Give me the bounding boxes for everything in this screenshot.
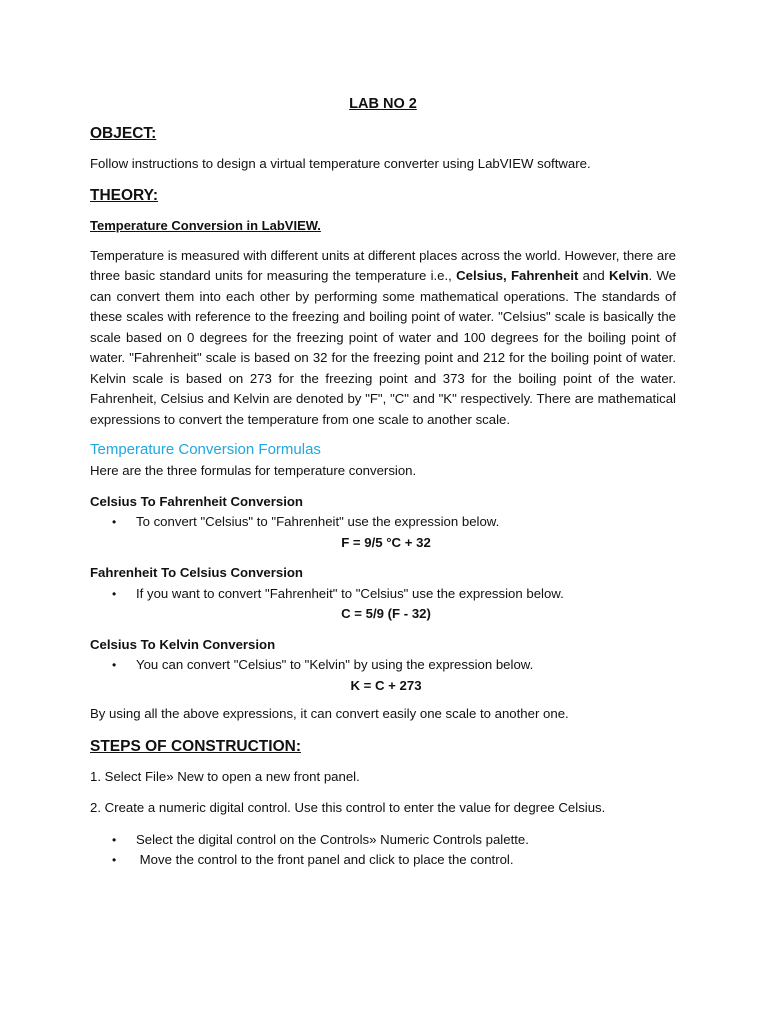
formula-bullet-list [90, 512, 676, 533]
list-item [90, 512, 676, 533]
steps-heading: STEPS OF CONSTRUCTION: [90, 737, 301, 755]
list-item [90, 584, 676, 605]
lab-title: LAB NO 2 [349, 96, 417, 112]
bullet-icon: • [112, 832, 117, 847]
formula-bullet-list [90, 584, 676, 605]
object-heading: OBJECT: [90, 124, 157, 142]
theory-text-part1: Temperature is measured with different units at different places across the world. However, there are three basic standard units for measuring the temperature i.e., [90, 247, 676, 283]
bullet-text: Move the control to the front panel and click to place the control. [136, 852, 514, 867]
formula-title: Celsius To Kelvin Conversion [90, 636, 276, 652]
formula-block-c-to-k [90, 635, 676, 697]
object-text: Follow instructions to design a virtual temperature converter using LabVIEW software. [90, 155, 591, 171]
steps-bullet-list [90, 830, 676, 871]
theory-heading: THEORY: [90, 187, 159, 204]
formulas-closing: By using all the above expressions, it can convert easily one scale to another one. [90, 706, 569, 721]
step-1: 1. Select File» New to open a new front panel. [90, 768, 360, 784]
formula-bullet-list [90, 655, 676, 676]
bullet-icon: • [112, 853, 117, 867]
formula-title: Fahrenheit To Celsius Conversion [90, 565, 303, 580]
theory-bold-kelvin: Kelvin [608, 268, 649, 283]
bullet-text: Select the digital control on the Controls» Numeric Controls palette. [136, 831, 529, 847]
formula-expression: C = 5/9 (F - 32) [341, 606, 431, 621]
formula-title: Celsius To Fahrenheit Conversion [90, 493, 303, 509]
theory-text-and: and [578, 268, 609, 283]
list-item [90, 655, 676, 676]
bullet-text: You can convert "Celsius" to "Kelvin" by using the expression below. [136, 657, 534, 672]
theory-text-part2: . We can convert them into each other by performing some mathematical operations. The standards of these scales with reference to the freezing and boiling point of water. "Celsius" scale is basically the scale based on 0 degrees for the freezing point of water and 100 degrees for the boiling point of water. "Fahrenheit" scale is based on 32 for the freezing point and 212 for the boiling point of water. Kelvin scale is based on 273 for the freezing point and 373 for the boiling point of the water. Fahrenheit, Celsius and Kelvin are denoted by "F", "C" and "K" respectively. There are mathematical expressions to convert the temperature from one scale to another scale. [90, 268, 676, 427]
formulas-intro: Here are the three formulas for temperature conversion. [90, 463, 417, 478]
formula-block-f-to-c [90, 563, 676, 625]
list-item [90, 830, 676, 851]
formula-expression: K = C + 273 [350, 677, 422, 693]
formulas-heading: Temperature Conversion Formulas [90, 441, 321, 458]
bullet-icon: • [112, 586, 117, 601]
bullet-icon: • [112, 658, 117, 672]
theory-bold-celsius-fahrenheit: Celsius, Fahrenheit [456, 268, 579, 283]
list-item [90, 850, 676, 871]
bullet-icon: • [112, 515, 117, 529]
document-content [90, 94, 676, 871]
spacer [90, 696, 676, 704]
formula-expression: F = 9/5 °C + 32 [341, 534, 431, 550]
step-2: 2. Create a numeric digital control. Use this control to enter the value for degree Celsius. [90, 800, 606, 815]
theory-subheading: Temperature Conversion in LabVIEW. [90, 218, 321, 233]
formula-block-c-to-f [90, 492, 676, 554]
theory-paragraph [90, 246, 676, 431]
bullet-text: If you want to convert "Fahrenheit" to "Celsius" use the expression below. [136, 585, 564, 601]
bullet-text: To convert "Celsius" to "Fahrenheit" use the expression below. [136, 514, 500, 529]
